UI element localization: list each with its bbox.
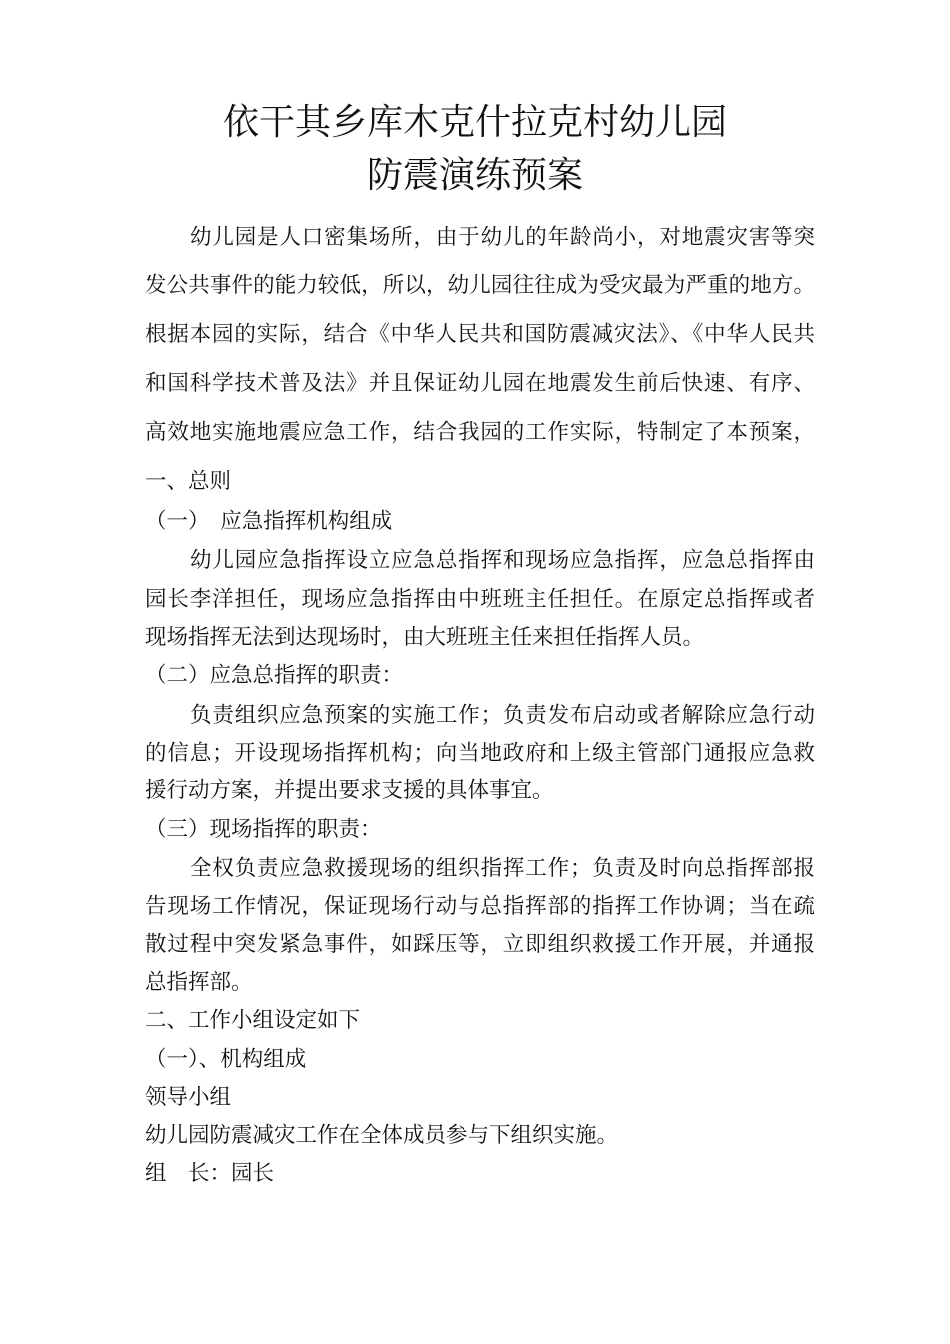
paragraph-line: 发公共事件的能力较低，所以，幼儿园往往成为受灾最为严重的地方。: [145, 273, 815, 298]
document-title: 依干其乡库木克什拉克村幼儿园: [222, 102, 727, 143]
section-heading: 一、总则: [145, 469, 232, 494]
group-heading: 领导小组: [145, 1085, 232, 1110]
paragraph-line: 负责组织应急预案的实施工作；负责发布启动或者解除应急行动: [190, 703, 815, 728]
paragraph-line: 幼儿园是人口密集场所，由于幼儿的年龄尚小，对地震灾害等突: [190, 225, 815, 250]
subsection-heading: （一）、机构组成: [145, 1047, 307, 1072]
paragraph-line: 园长李洋担任，现场应急指挥由中班班主任担任。在原定总指挥或者: [145, 587, 815, 612]
paragraph-line: 幼儿园防震减灾工作在全体成员参与下组织实施。: [145, 1123, 619, 1148]
subsection-heading: （一） 应急指挥机构组成: [145, 509, 393, 534]
paragraph-line: 和国科学技术普及法》并且保证幼儿园在地震发生前后快速、有序、: [145, 371, 815, 396]
paragraph-line: 现场指挥无法到达现场时，由大班班主任来担任指挥人员。: [145, 625, 705, 650]
paragraph-line: 根据本园的实际，结合《中华人民共和国防震减灾法》、《中华人民共: [145, 322, 815, 347]
document-subtitle: 防震演练预案: [366, 155, 583, 196]
section-heading: 二、工作小组设定如下: [145, 1008, 361, 1033]
paragraph-line: 高效地实施地震应急工作，结合我园的工作实际，特制定了本预案，: [145, 420, 815, 445]
paragraph-line: 的信息；开设现场指挥机构；向当地政府和上级主管部门通报应急救: [145, 741, 815, 766]
paragraph-line: 组 长：园长: [145, 1161, 275, 1186]
paragraph-line: 总指挥部。: [145, 970, 253, 995]
paragraph-line: 告现场工作情况，保证现场行动与总指挥部的指挥工作协调；当在疏: [145, 894, 815, 919]
subsection-heading: （三）现场指挥的职责：: [145, 817, 382, 842]
paragraph-line: 全权负责应急救援现场的组织指挥工作；负责及时向总指挥部报: [190, 856, 815, 881]
paragraph-line: 散过程中突发紧急事件，如踩压等，立即组织救援工作开展，并通报: [145, 932, 815, 957]
paragraph-line: 幼儿园应急指挥设立应急总指挥和现场应急指挥，应急总指挥由: [190, 548, 815, 573]
subsection-heading: （二）应急总指挥的职责：: [145, 663, 404, 688]
paragraph-line: 援行动方案，并提出要求支援的具体事宜。: [145, 778, 554, 803]
